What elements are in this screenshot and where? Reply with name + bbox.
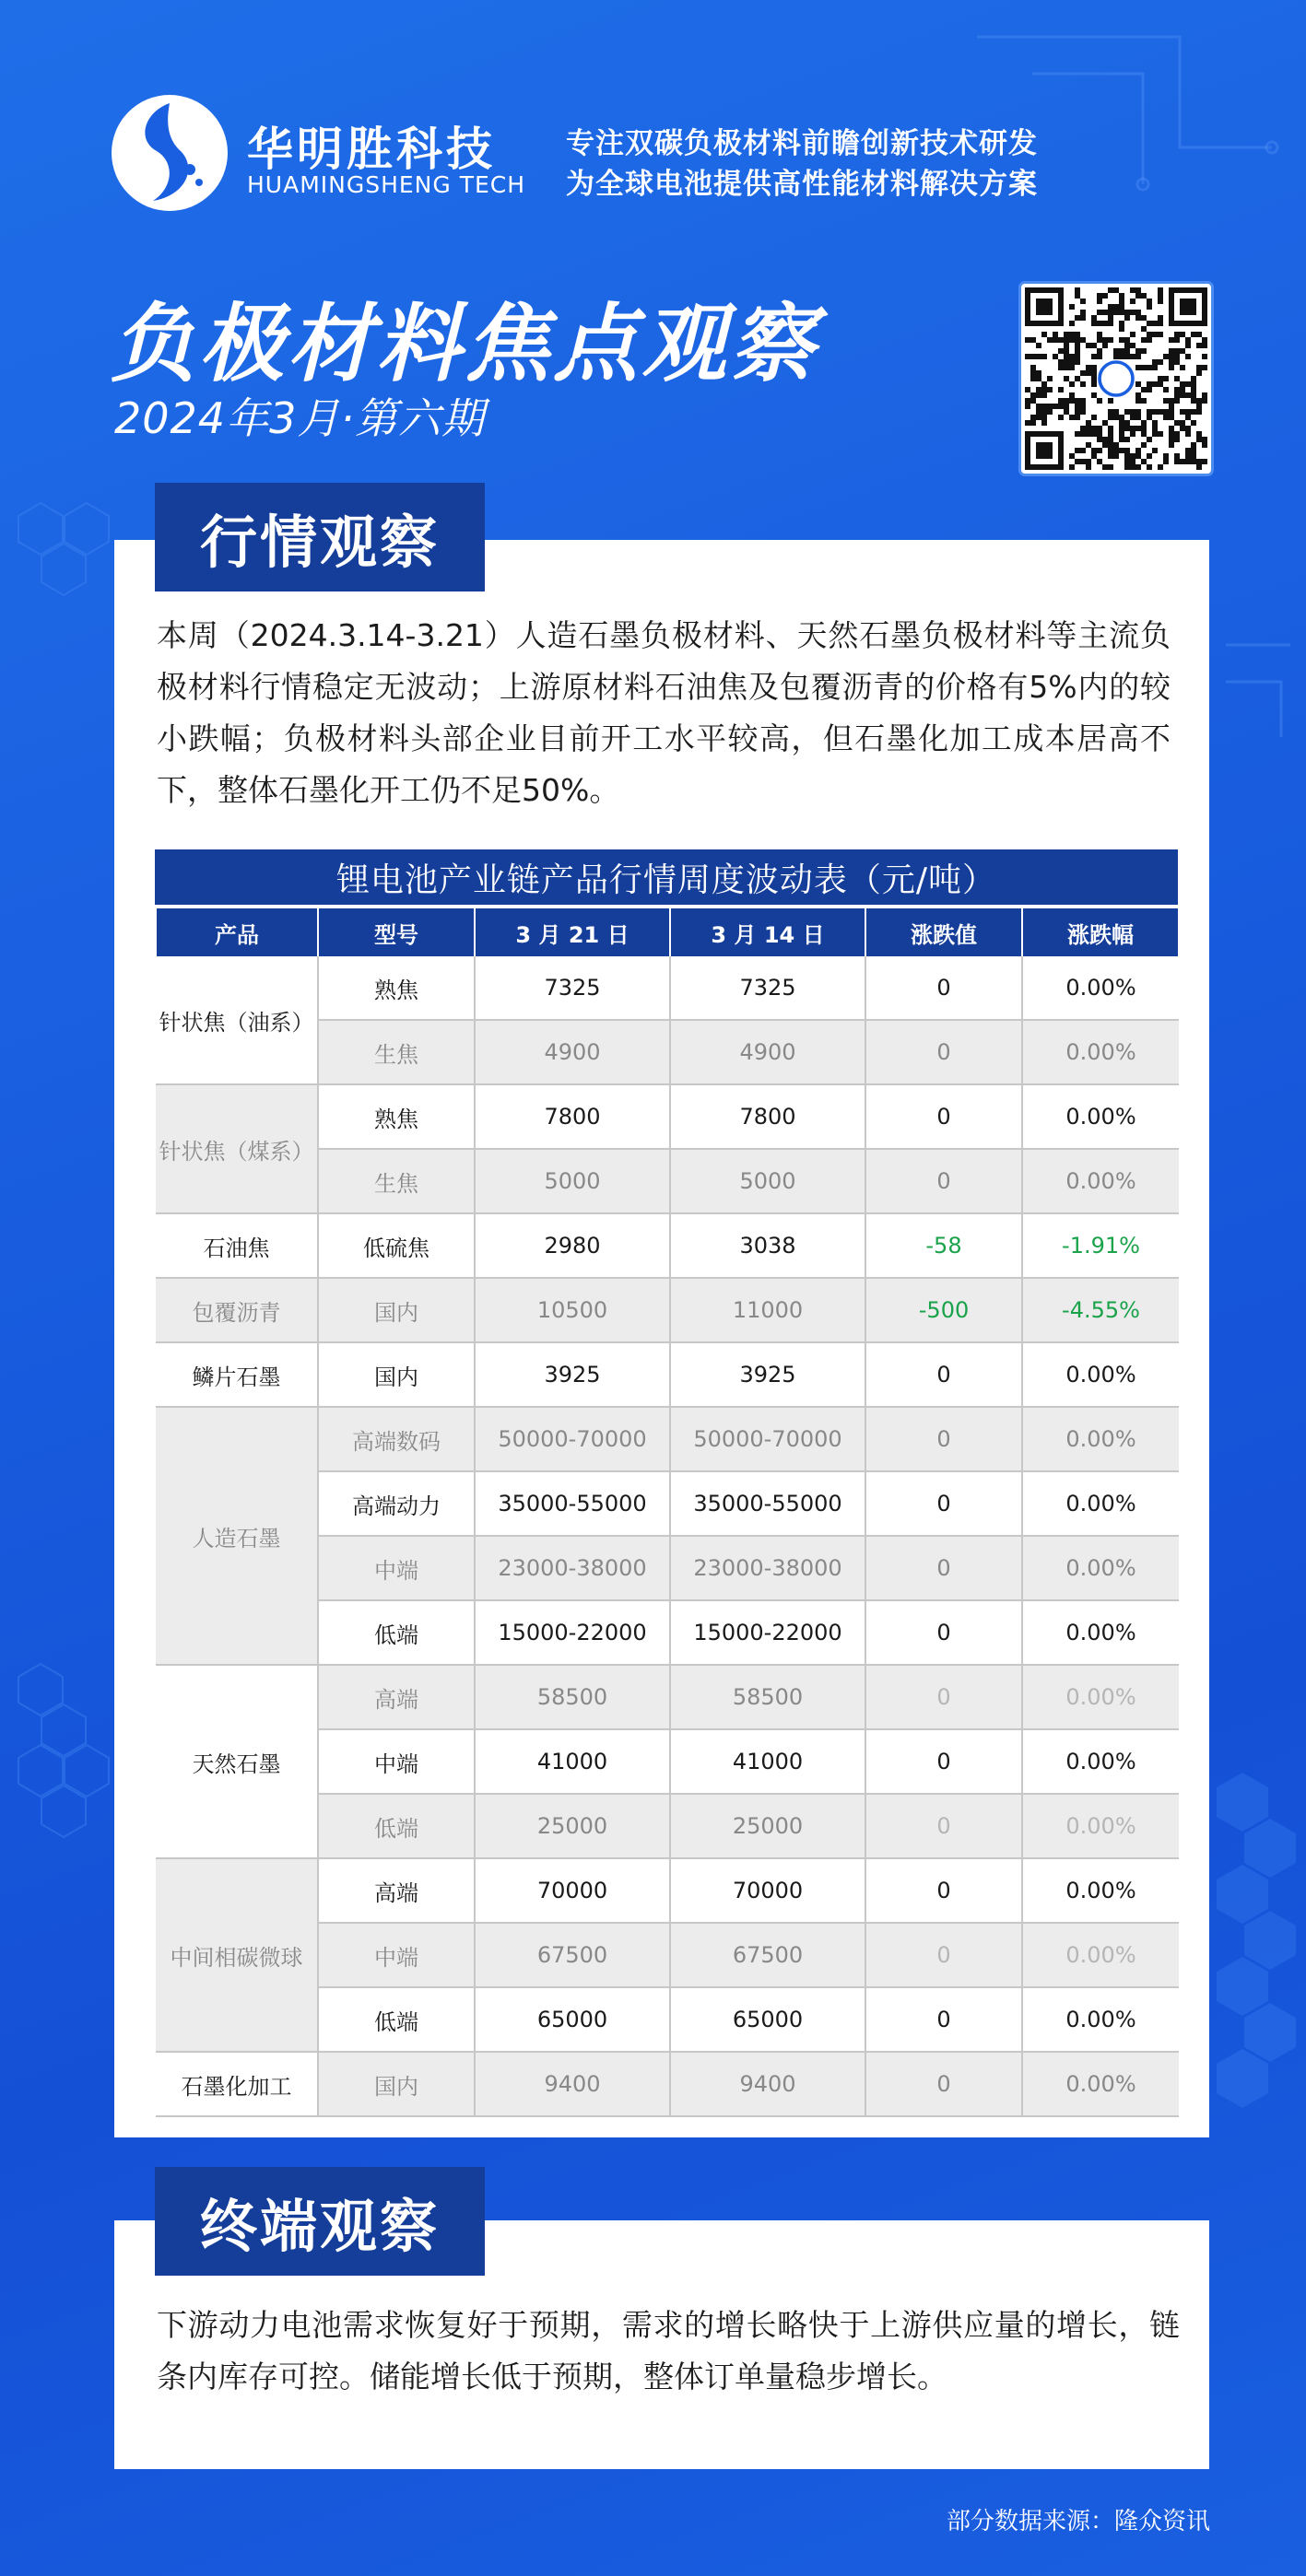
- price-cell: 41000: [475, 1729, 670, 1794]
- price-cell: 2980: [475, 1213, 670, 1278]
- slogan-line-2: 为全球电池提供高性能材料解决方案: [566, 168, 1038, 201]
- change-pct-cell: 0.00%: [1022, 1794, 1179, 1858]
- model-cell: 中端: [318, 1729, 475, 1794]
- brand-name-en: HUAMINGSHENG TECH: [247, 171, 526, 198]
- market-paragraph: 本周（2024.3.14-3.21）人造石墨负极材料、天然石墨负极材料等主流负极材料行情稳定无波动；上游原材料石油焦及包覆沥青的价格有5%内的较小跌幅；负极材料头部企业目前开工水平较高，但石墨化加工成本居高不下，整体石墨化开工仍不足50%。: [157, 617, 1171, 808]
- model-cell: 低端: [318, 1794, 475, 1858]
- price-cell: 67500: [475, 1923, 670, 1987]
- table-header-cell: 产品: [156, 908, 318, 956]
- price-table-title: 锂电池产业链产品行情周度波动表（元/吨）: [155, 849, 1178, 905]
- table-row: [156, 1665, 1179, 1729]
- product-cell: 鳞片石墨: [156, 1342, 318, 1407]
- change-pct-cell: 0.00%: [1022, 1858, 1179, 1923]
- table-header-cell: 型号: [318, 908, 475, 956]
- price-cell: 58500: [670, 1665, 865, 1729]
- model-cell: 高端: [318, 1858, 475, 1923]
- model-cell: 生焦: [318, 1149, 475, 1213]
- change-pct-cell: -1.91%: [1022, 1213, 1179, 1278]
- price-cell: 3925: [670, 1342, 865, 1407]
- model-cell: 低端: [318, 1987, 475, 2052]
- model-cell: 低端: [318, 1600, 475, 1665]
- table-row: [156, 1407, 1179, 1471]
- price-cell: 7800: [670, 1084, 865, 1149]
- model-cell: 熟焦: [318, 1084, 475, 1149]
- price-cell: 5000: [670, 1149, 865, 1213]
- change-pct-cell: 0.00%: [1022, 2052, 1179, 2116]
- model-cell: 高端: [318, 1665, 475, 1729]
- price-cell: 35000-55000: [475, 1471, 670, 1536]
- price-cell: 4900: [475, 1020, 670, 1084]
- change-cell: -58: [865, 1213, 1022, 1278]
- change-pct-cell: 0.00%: [1022, 1020, 1179, 1084]
- product-cell: 人造石墨: [156, 1407, 318, 1665]
- change-cell: 0: [865, 1149, 1022, 1213]
- change-pct-cell: 0.00%: [1022, 1407, 1179, 1471]
- price-table: [155, 908, 1180, 2117]
- change-cell: -500: [865, 1278, 1022, 1342]
- model-cell: 低硫焦: [318, 1213, 475, 1278]
- issue-label: 2024年3月·第六期: [114, 393, 485, 443]
- change-pct-cell: 0.00%: [1022, 956, 1179, 1020]
- change-pct-cell: 0.00%: [1022, 1600, 1179, 1665]
- product-cell: 中间相碳微球: [156, 1858, 318, 2052]
- price-cell: 15000-22000: [475, 1600, 670, 1665]
- slogan-line-1: 专注双碳负极材料前瞻创新技术研发: [566, 127, 1038, 160]
- price-cell: 9400: [475, 2052, 670, 2116]
- price-cell: 10500: [475, 1278, 670, 1342]
- price-cell: 35000-55000: [670, 1471, 865, 1536]
- product-cell: 石油焦: [156, 1213, 318, 1278]
- table-row: [156, 1084, 1179, 1149]
- change-pct-cell: 0.00%: [1022, 1729, 1179, 1794]
- model-cell: 熟焦: [318, 956, 475, 1020]
- product-cell: 针状焦（油系）: [156, 956, 318, 1084]
- brand-name-cn: 华明胜科技: [247, 123, 496, 176]
- data-source-note: 部分数据来源：隆众资讯: [946, 2508, 1210, 2535]
- change-pct-cell: 0.00%: [1022, 1471, 1179, 1536]
- price-cell: 50000-70000: [670, 1407, 865, 1471]
- change-pct-cell: 0.00%: [1022, 1342, 1179, 1407]
- model-cell: 国内: [318, 1278, 475, 1342]
- product-cell: 天然石墨: [156, 1665, 318, 1858]
- price-cell: 41000: [670, 1729, 865, 1794]
- price-cell: 3925: [475, 1342, 670, 1407]
- change-cell: 0: [865, 1665, 1022, 1729]
- change-cell: 0: [865, 1987, 1022, 2052]
- price-cell: 25000: [475, 1794, 670, 1858]
- change-cell: 0: [865, 956, 1022, 1020]
- price-cell: 25000: [670, 1794, 865, 1858]
- price-cell: 3038: [670, 1213, 865, 1278]
- change-cell: 0: [865, 1600, 1022, 1665]
- table-row: [156, 1858, 1179, 1923]
- page-title: 负极材料焦点观察: [111, 295, 819, 393]
- table-header-cell: 3 月 21 日: [475, 908, 670, 956]
- change-cell: 0: [865, 1342, 1022, 1407]
- table-row: [156, 2052, 1179, 2116]
- price-cell: 11000: [670, 1278, 865, 1342]
- change-cell: 0: [865, 1471, 1022, 1536]
- change-cell: 0: [865, 2052, 1022, 2116]
- table-header-cell: 3 月 14 日: [670, 908, 865, 956]
- company-logo-icon: [109, 92, 230, 214]
- model-cell: 中端: [318, 1536, 475, 1600]
- change-pct-cell: 0.00%: [1022, 1987, 1179, 2052]
- change-cell: 0: [865, 1794, 1022, 1858]
- product-cell: 石墨化加工: [156, 2052, 318, 2116]
- model-cell: 高端数码: [318, 1407, 475, 1471]
- model-cell: 中端: [318, 1923, 475, 1987]
- change-cell: 0: [865, 1084, 1022, 1149]
- price-cell: 7325: [670, 956, 865, 1020]
- table-row: [156, 1213, 1179, 1278]
- price-cell: 23000-38000: [670, 1536, 865, 1600]
- product-cell: 针状焦（煤系）: [156, 1084, 318, 1213]
- price-cell: 70000: [475, 1858, 670, 1923]
- terminal-paragraph: 下游动力电池需求恢复好于预期，需求的增长略快于上游供应量的增长，链条内库存可控。储能增长低于预期，整体订单量稳步增长。: [157, 2307, 1180, 2395]
- price-cell: 9400: [670, 2052, 865, 2116]
- change-cell: 0: [865, 1407, 1022, 1471]
- change-cell: 0: [865, 1923, 1022, 1987]
- price-cell: 70000: [670, 1858, 865, 1923]
- price-cell: 7800: [475, 1084, 670, 1149]
- price-cell: 4900: [670, 1020, 865, 1084]
- model-cell: 国内: [318, 1342, 475, 1407]
- price-cell: 7325: [475, 956, 670, 1020]
- change-cell: 0: [865, 1729, 1022, 1794]
- price-cell: 50000-70000: [475, 1407, 670, 1471]
- price-cell: 58500: [475, 1665, 670, 1729]
- change-pct-cell: 0.00%: [1022, 1665, 1179, 1729]
- price-cell: 65000: [670, 1987, 865, 2052]
- change-pct-cell: 0.00%: [1022, 1923, 1179, 1987]
- table-header-row: [156, 908, 1179, 956]
- change-pct-cell: 0.00%: [1022, 1084, 1179, 1149]
- table-header-cell: 涨跌幅: [1022, 908, 1179, 956]
- section-tab-market: 行情观察: [155, 483, 485, 591]
- price-cell: 23000-38000: [475, 1536, 670, 1600]
- table-row: [156, 956, 1179, 1020]
- change-pct-cell: 0.00%: [1022, 1149, 1179, 1213]
- model-cell: 国内: [318, 2052, 475, 2116]
- model-cell: 生焦: [318, 1020, 475, 1084]
- qr-code-icon[interactable]: [1021, 284, 1211, 474]
- table-row: [156, 1342, 1179, 1407]
- brand-slogan: [566, 123, 1038, 205]
- product-cell: 包覆沥青: [156, 1278, 318, 1342]
- section-tab-terminal: 终端观察: [155, 2167, 485, 2276]
- price-cell: 5000: [475, 1149, 670, 1213]
- change-pct-cell: -4.55%: [1022, 1278, 1179, 1342]
- change-cell: 0: [865, 1536, 1022, 1600]
- price-cell: 67500: [670, 1923, 865, 1987]
- price-cell: 65000: [475, 1987, 670, 2052]
- model-cell: 高端动力: [318, 1471, 475, 1536]
- change-cell: 0: [865, 1020, 1022, 1084]
- table-header-cell: 涨跌值: [865, 908, 1022, 956]
- change-pct-cell: 0.00%: [1022, 1536, 1179, 1600]
- price-cell: 15000-22000: [670, 1600, 865, 1665]
- table-row: [156, 1278, 1179, 1342]
- change-cell: 0: [865, 1858, 1022, 1923]
